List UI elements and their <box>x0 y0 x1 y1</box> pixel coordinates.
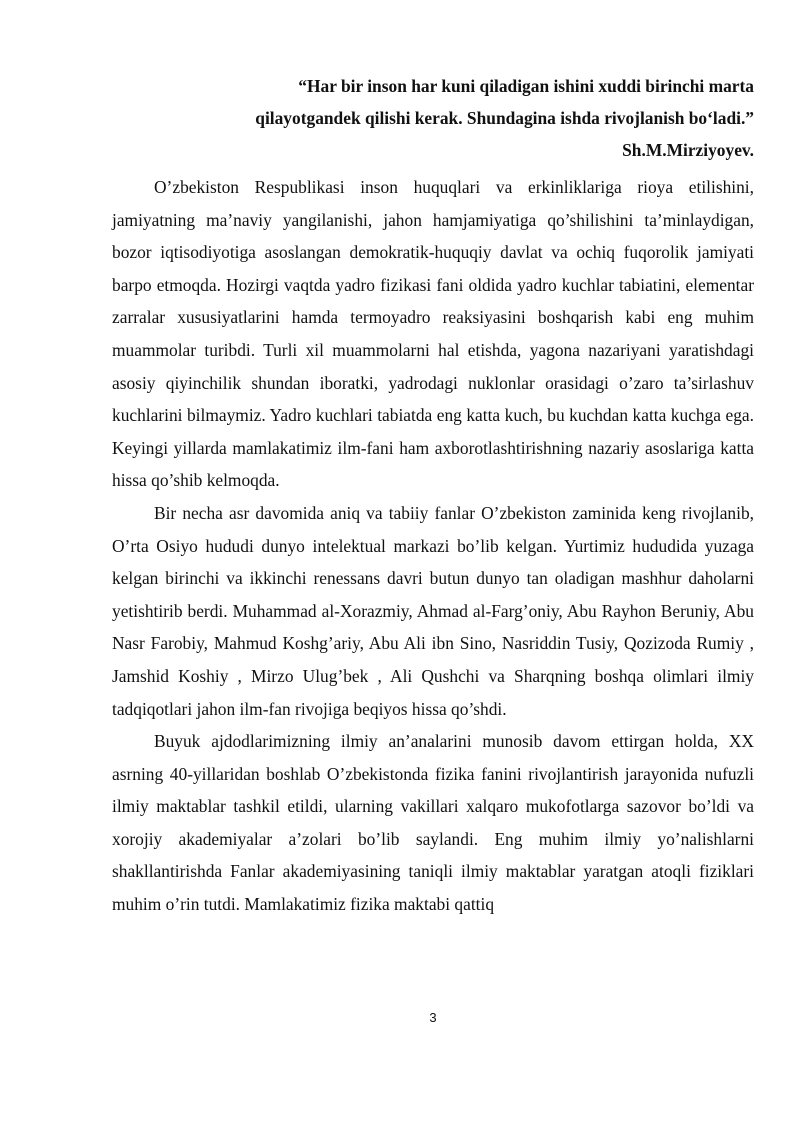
epigraph-line-1: “Har bir inson har kuni qiladigan ishini xuddi birinchi marta <box>298 76 754 96</box>
body-text <box>112 171 754 921</box>
paragraph-1: O’zbekiston Respublikasi inson huquqlari va erkinliklariga rioya etilishini, jamiyatning ma’naviy yangilanishi, jahon hamjamiyatiga qo’shilishini ta’minlaydigan, bozor iqtisodiyotiga asoslangan demokratik-huquqiy davlat va ochiq fuqorolik jamiyati barpo etmoqda. Hozirgi vaqtda yadro fizikasi fani oldida yadro kuchlar tabiatini, elementar zarralar xususiyatlarini hamda termoyadro reaksiyasini boshqarish kabi eng muhim muammolar turibdi. Turli xil muammolarni hal etishda, yagona nazariyani yaratishdagi asosiy qiyinchilik shundan iboratki, yadrodagi nuklonlar orasidagi o’zaro ta’sirlashuv kuchlarini bilmaymiz. Yadro kuchlari tabiatda eng katta kuch, bu kuchdan katta kuchga ega. Keyingi yillarda mamlakatimiz ilm-fani ham axborotlashtirishning nazariy asoslariga katta hissa qo’shib kelmoqda. <box>112 177 754 491</box>
paragraph-3: Buyuk ajdodlarimizning ilmiy an’analarini munosib davom ettirgan holda, XX asrning 40-yillaridan boshlab O’zbekistonda fizika fanini rivojlantirish jarayonida nufuzli ilmiy maktablar tashkil etildi, ularning vakillari xalqaro mukofotlarga sazovor bo’ldi va xorojiy akademiyalar a’zolari bo’lib saylandi. Eng muhim ilmiy yo’nalishlarni shakllantirishda Fanlar akademiyasining taniqli ilmiy maktablar yaratgan atoqli fiziklari muhim o’rin tutdi. Mamlakatimiz fizika maktabi qattiq <box>112 731 754 915</box>
page-number: 3 <box>429 1010 437 1025</box>
epigraph-author: Sh.M.Mirziyoyev. <box>622 140 754 160</box>
paragraph-2: Bir necha asr davomida aniq va tabiiy fanlar O’zbekiston zaminida keng rivojlanib, O’rta Osiyo hududi dunyo intelektual markazi bo’lib kelgan. Yurtimiz hududida yuzaga kelgan birinchi va ikkinchi renessans davri butun dunyo tan oladigan mashhur daholarni yetishtirib berdi. Muhammad al-Xorazmiy, Ahmad al-Farg’oniy, Abu Rayhon Beruniy, Abu Nasr Farobiy, Mahmud Koshg’ariy, Abu Ali ibn Sino, Nasriddin Tusiy, Qozizoda Rumiy , Jamshid Koshiy , Mirzo Ulug’bek , Ali Qushchi va Sharqning boshqa olimlari ilmiy tadqiqotlari jahon ilm-fan rivojiga beqiyos hissa qo’shdi. <box>112 502 754 719</box>
epigraph <box>112 70 754 166</box>
epigraph-line-2: qilayotgandek qilishi kerak. Shundagina ishda rivojlanish bo‘ladi.” <box>255 108 754 128</box>
